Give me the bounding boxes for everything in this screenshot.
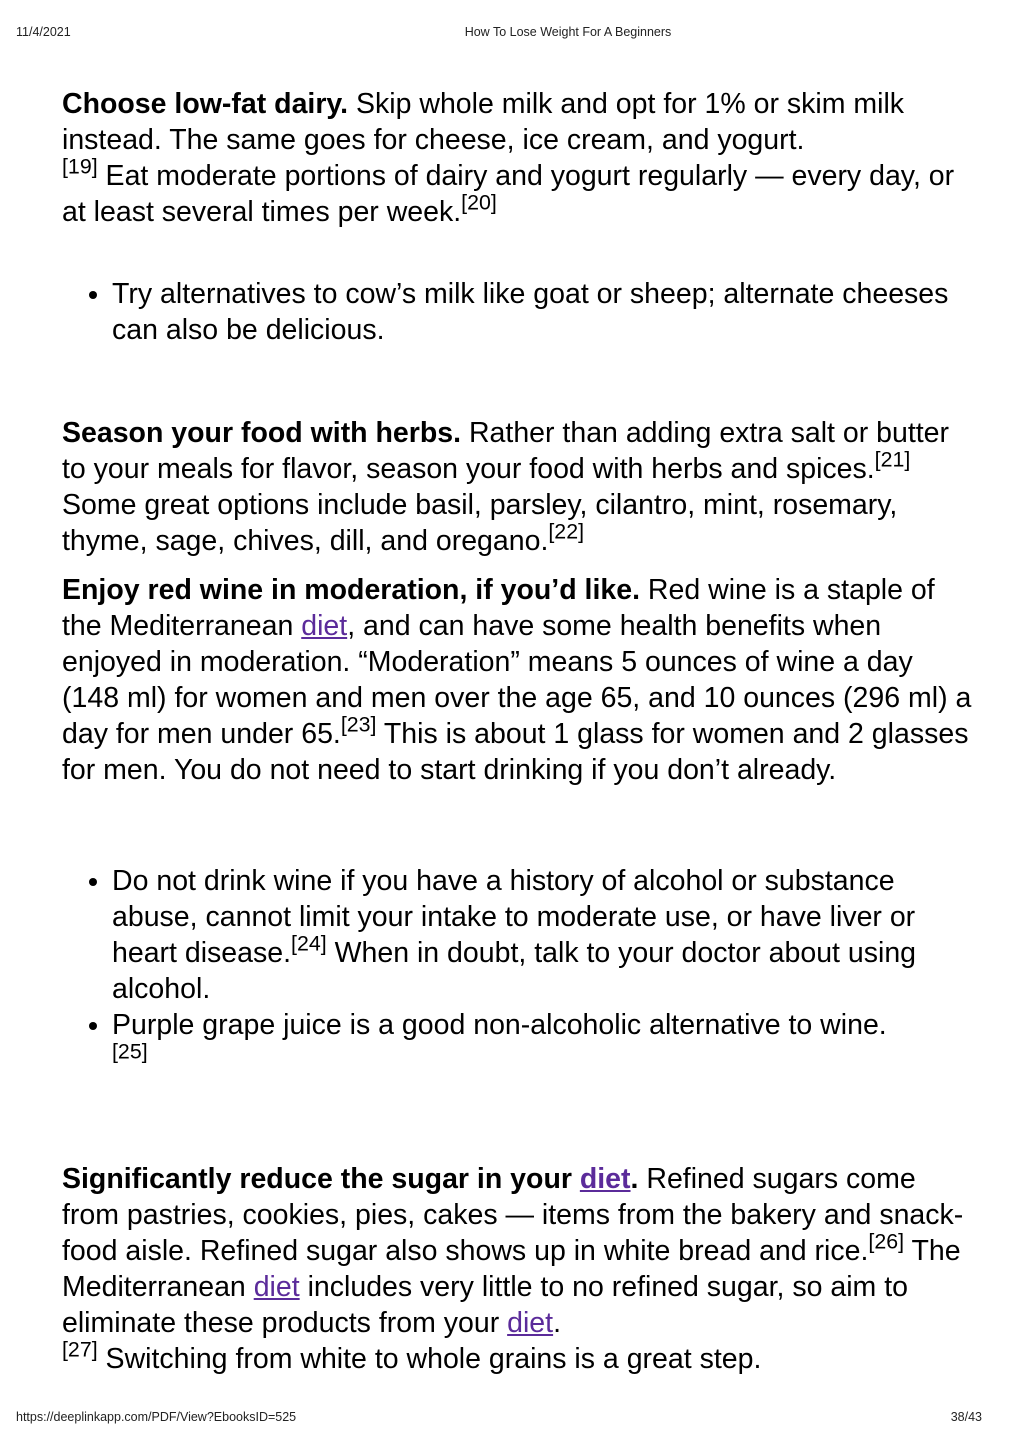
diet-link[interactable]: diet xyxy=(253,1271,300,1303)
list-item xyxy=(112,863,972,1007)
list-item xyxy=(112,276,972,348)
citation-23[interactable]: [23] xyxy=(340,712,377,737)
heading-sugar: Significantly reduce the sugar in your diet. xyxy=(62,1163,639,1195)
diet-link[interactable]: diet xyxy=(301,610,348,642)
wine-bullet-2-text: Purple grape juice is a good non-alcoholic alternative to wine. xyxy=(112,1009,887,1041)
wine-text-2: , and can have some health benefits when enjoyed in moderation. “Moderation” means 5 ounces of wine a day (148 ml) for women and men over the age 65, and 10 ounces (296 ml) a day for men under 65. xyxy=(62,610,972,750)
sugar-text-1: Refined sugars come from pastries, cookies, pies, cakes — items from the bakery and snack-food aisle. Refined sugar also shows up in white bread and rice. xyxy=(62,1163,964,1267)
heading-wine: Enjoy red wine in moderation, if you’d like. xyxy=(62,574,641,606)
dairy-text-2: Eat moderate portions of dairy and yogurt regularly — every day, or at least several times per week. xyxy=(62,160,955,228)
herbs-text-2: Some great options include basil, parsley, cilantro, mint, rosemary, thyme, sage, chives, dill, and oregano. xyxy=(62,489,898,557)
dairy-bullet-list xyxy=(62,276,972,348)
wine-bullet-1-text-2: When in doubt, talk to your doctor about using alcohol. xyxy=(112,937,917,1005)
paragraph-sugar xyxy=(62,1161,972,1377)
paragraph-herbs xyxy=(62,415,972,559)
citation-25[interactable]: [25] xyxy=(112,1039,148,1064)
list-item xyxy=(112,1007,972,1079)
sugar-text-3: includes very little to no refined sugar, so aim to eliminate these products from your xyxy=(62,1271,908,1339)
citation-20[interactable]: [20] xyxy=(461,190,497,215)
diet-link[interactable]: diet xyxy=(507,1307,554,1339)
paragraph-wine xyxy=(62,572,972,788)
page-title: How To Lose Weight For A Beginners xyxy=(464,25,672,39)
citation-19[interactable]: [19] xyxy=(62,154,98,179)
page-number: 38/43 xyxy=(950,1410,982,1424)
page-url: https://deeplinkapp.com/PDF/View?EbooksID=525 xyxy=(16,1410,297,1424)
citation-21[interactable]: [21] xyxy=(874,447,911,472)
herbs-text-1: Rather than adding extra salt or butter to your meals for flavor, season your food with herbs and spices. xyxy=(62,417,949,485)
print-date: 11/4/2021 xyxy=(16,25,71,39)
sugar-text-4: . xyxy=(553,1307,561,1339)
wine-text-1: Red wine is a staple of the Mediterranean xyxy=(62,574,935,642)
paragraph-dairy xyxy=(62,86,972,230)
heading-herbs: Season your food with herbs. xyxy=(62,417,462,449)
citation-22[interactable]: [22] xyxy=(548,519,585,544)
wine-bullet-1-text-1: Do not drink wine if you have a history of alcohol or substance abuse, cannot limit your intake to moderate use, or have liver or heart disease. xyxy=(112,865,916,969)
heading-dairy: Choose low-fat dairy. xyxy=(62,88,349,120)
sugar-text-5: Switching from white to whole grains is a great step. xyxy=(97,1343,762,1375)
citation-27[interactable]: [27] xyxy=(62,1337,98,1362)
citation-26[interactable]: [26] xyxy=(868,1229,905,1254)
dairy-text-1: Skip whole milk and opt for 1% or skim milk instead. The same goes for cheese, ice cream, and yogurt. xyxy=(62,88,905,156)
wine-bullet-list xyxy=(62,863,972,1079)
diet-link[interactable]: diet xyxy=(579,1163,631,1195)
dairy-bullet-text: Try alternatives to cow’s milk like goat or sheep; alternate cheeses can also be delicious. xyxy=(112,278,949,346)
sugar-text-2: The Mediterranean xyxy=(62,1235,961,1303)
citation-24[interactable]: [24] xyxy=(291,931,327,956)
wine-text-3: This is about 1 glass for women and 2 glasses for men. You do not need to start drinking if you don’t already. xyxy=(62,718,969,786)
